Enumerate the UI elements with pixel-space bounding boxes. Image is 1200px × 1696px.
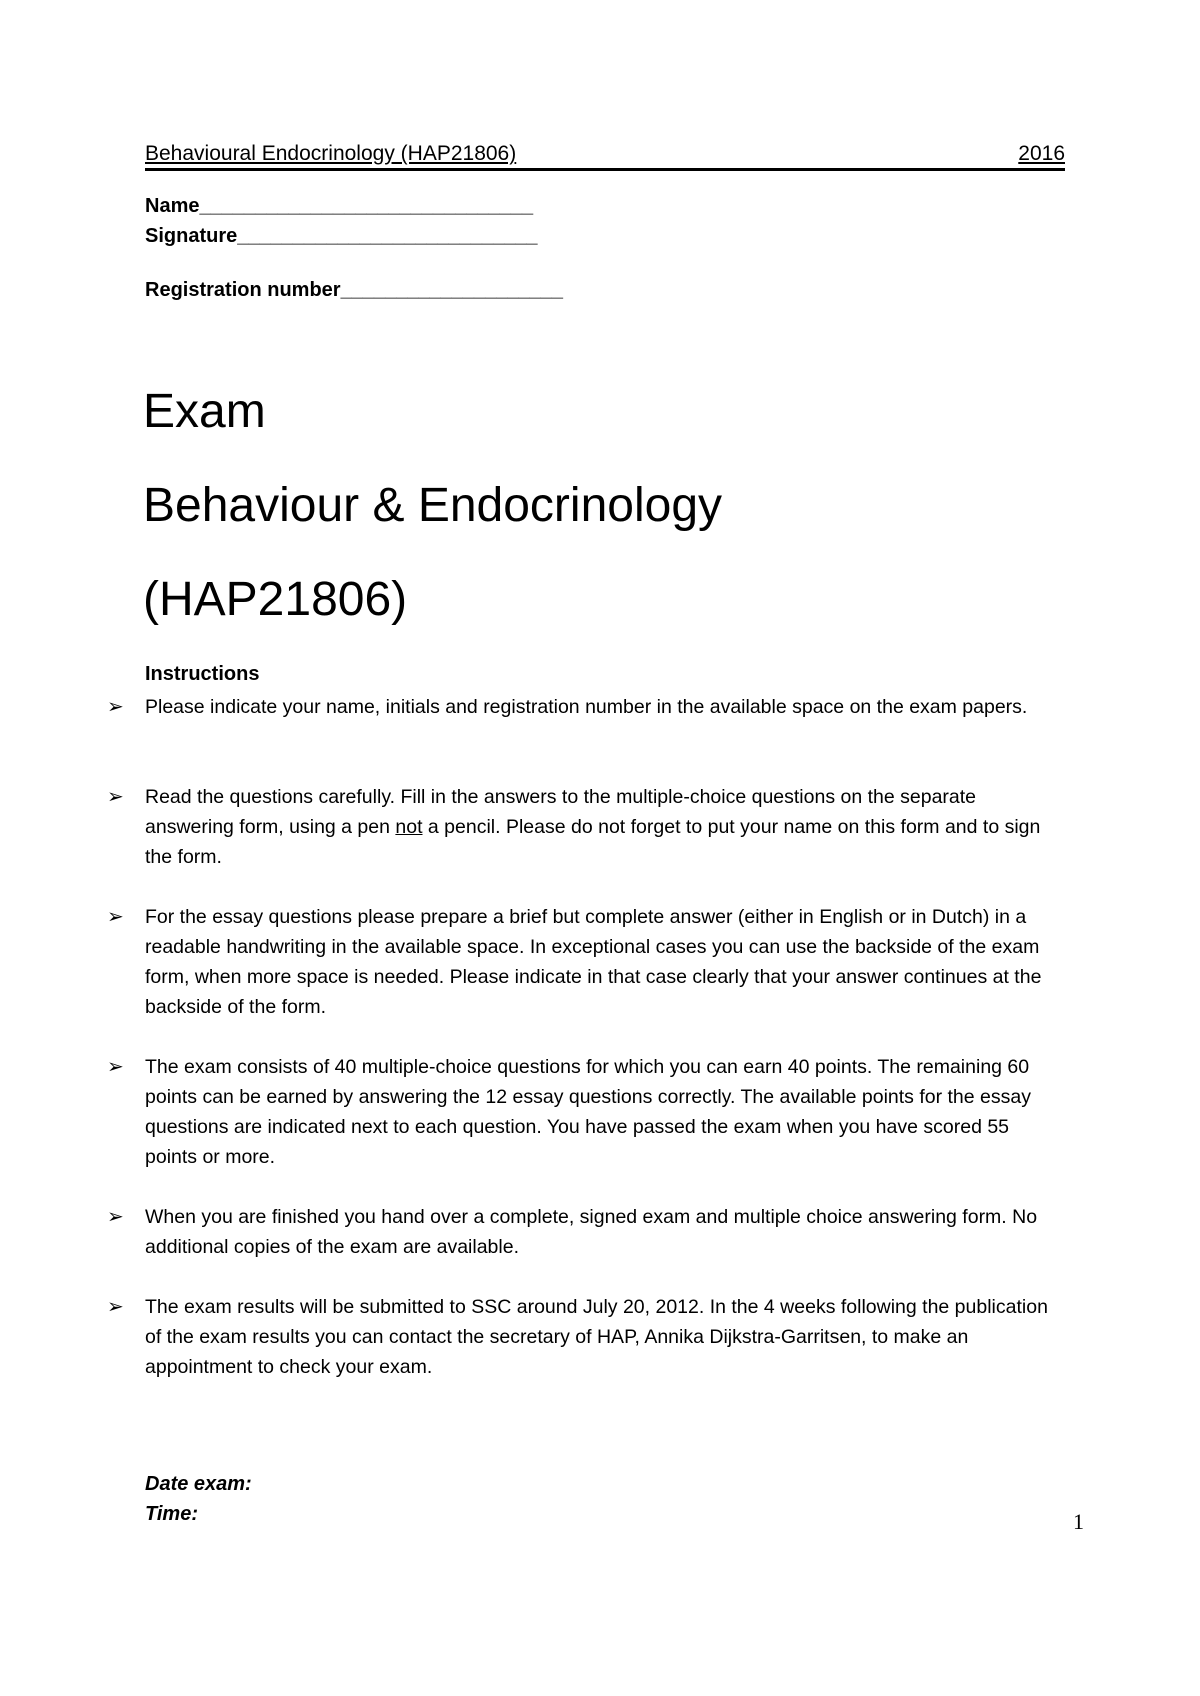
arrow-bullet-icon: ➢	[107, 1206, 124, 1228]
instruction-text	[145, 786, 1040, 868]
instruction-item	[107, 1052, 1065, 1172]
arrow-bullet-icon: ➢	[107, 786, 124, 808]
instruction-item	[107, 1202, 1065, 1262]
arrow-bullet-icon: ➢	[107, 1056, 124, 1078]
date-exam-label: Date exam:	[145, 1473, 252, 1495]
arrow-bullet-icon: ➢	[107, 906, 124, 928]
registration-number-field: Registration number____________________	[145, 279, 564, 301]
title-course-name: Behaviour & Endocrinology	[143, 479, 723, 532]
instruction-item	[107, 1292, 1065, 1382]
instructions-heading: Instructions	[145, 663, 260, 685]
instruction-item	[107, 902, 1065, 1022]
header-course-title: Behavioural Endocrinology (HAP21806)	[145, 142, 517, 165]
name-field: Name______________________________	[145, 195, 534, 217]
instruction-text-part: Read the questions carefully. Fill in the answers to the multiple-choice questions on the separate answering form, using a pen	[145, 786, 977, 838]
running-header	[145, 140, 1065, 171]
header-year: 2016	[1018, 142, 1065, 165]
instruction-item	[107, 692, 1065, 722]
instruction-text: Please indicate your name, initials and registration number in the available space on the exam papers.	[145, 696, 1028, 718]
page-number: 1	[1073, 1509, 1084, 1534]
instruction-emphasis: not	[395, 816, 423, 838]
instruction-text: When you are finished you hand over a complete, signed exam and multiple choice answering form. No additional copies of the exam are available.	[145, 1206, 1038, 1258]
signature-field: Signature___________________________	[145, 225, 538, 247]
instruction-text-part: a pencil. Please do not forget to put your name on this form and to sign the form.	[145, 816, 1041, 868]
title-course-code: (HAP21806)	[143, 573, 408, 626]
instruction-item	[107, 782, 1065, 872]
arrow-bullet-icon: ➢	[107, 696, 124, 718]
arrow-bullet-icon: ➢	[107, 1296, 124, 1318]
instruction-text: The exam results will be submitted to SSC around July 20, 2012. In the 4 weeks following the publication of the exam results you can contact the secretary of HAP, Annika Dijkstra-Garritsen, to make an appointment to check your exam.	[145, 1296, 1048, 1378]
time-label: Time:	[145, 1503, 198, 1525]
instruction-text: The exam consists of 40 multiple-choice questions for which you can earn 40 points. The remaining 60 points can be earned by answering the 12 essay questions correctly. The available points for the essay questions are indicated next to each question. You have passed the exam when you have scored 55 points or more.	[145, 1056, 1031, 1168]
instruction-text: For the essay questions please prepare a brief but complete answer (either in English or in Dutch) in a readable handwriting in the available space. In exceptional cases you can use the backside of the exam form, when more space is needed. Please indicate in that case clearly that your answer continues at the backside of the form.	[145, 906, 1042, 1018]
title-exam: Exam	[143, 385, 266, 438]
